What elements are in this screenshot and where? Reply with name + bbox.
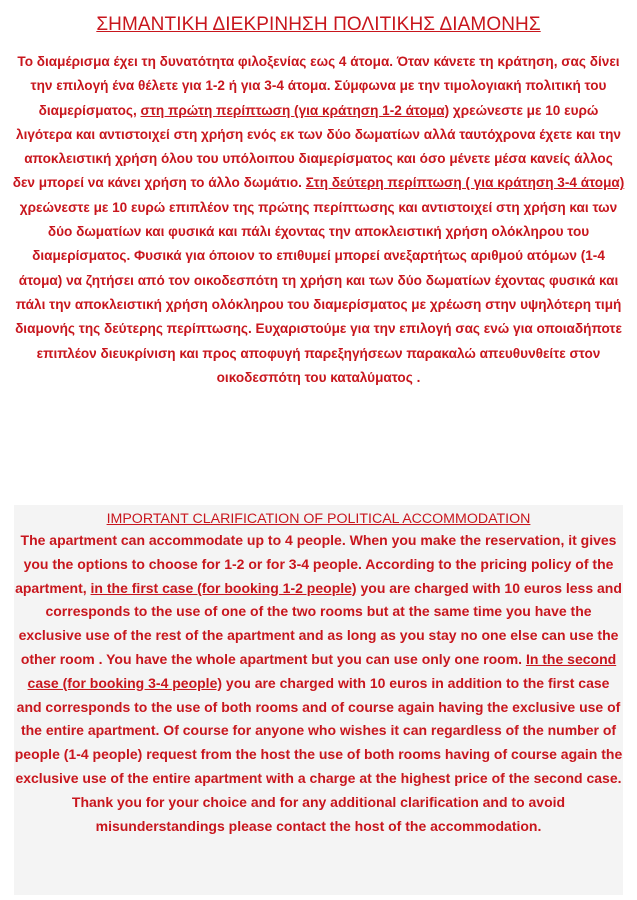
english-notice (14, 505, 623, 895)
english-title: IMPORTANT CLARIFICATION OF POLITICAL ACCOMMODATION (106, 511, 531, 527)
greek-body-part-1: Το διαμέρισμα έχει τη δυνατότητα φιλοξενίας εως 4 άτομα. Όταν κάνετε τη κράτηση, σας δίνει την επιλογή ένα θέλετε για 1-2 ή για 3-4 άτομα. Σύμφωνα με την τιμολογιακή πολιτική του διαμερίσματος, (17, 54, 620, 118)
english-body (14, 529, 623, 838)
greek-body-part-2: χρεώνεστε με 10 ευρώ λιγότερα και αντιστοιχεί στη χρήση ενός εκ των δύο δωματίων αλλά ταυτόχρονα έχετε και την αποκλειστική χρήση όλου του υπόλοιπου διαμερίσματος και όσο μένετε μέσα κανείς άλλος δεν μπορεί να κάνει χρήση το άλλο δωμάτιο. (12, 102, 621, 191)
english-first-case: in the first case (for booking 1-2 people) (90, 579, 357, 596)
greek-notice (12, 14, 625, 390)
english-body-part-2: you are charged with 10 euros less and corresponds to the use of one of the two rooms but at the same time you have the exclusive use of the rest of the apartment and as long as you stay no one else can use the other room . You have the whole apartment but you can use only one room. (18, 579, 622, 667)
greek-first-case: στη πρώτη περίπτωση (για κράτηση 1-2 άτομα) (140, 102, 450, 118)
english-second-case: In the second case (for booking 3-4 people) (27, 650, 617, 691)
greek-body-part-3: χρεώνεστε με 10 ευρώ επιπλέον της πρώτης περίπτωσης και αντιστοιχεί στη χρήση και των δύο δωματίων και φυσικά και πάλι έχοντας την αποκλειστική χρήση ολόκληρου του διαμερίσματος. Φυσικά για όποιον το επιθυμεί μπορεί ανεξαρτήτως αριθμού ατόμων (1-4 άτομα) να ζητήσει από τον οικοδεσπότη τη χρήση και των δύο δωματίων έχοντας φυσικά και πάλι την αποκλειστική χρήση ολόκληρου του διαμερίσματος με χρέωση στην υψηλότερη τιμή διαμονής της δεύτερης περίπτωσης. Ευχαριστούμε για την επιλογή σας ενώ για οποιαδήποτε επιπλέον διευκρίνιση και προς αποφυγή παρεξηγήσεων παρακαλώ απευθυνθείτε στον οικοδεσπότη του καταλύματος . (15, 199, 622, 385)
greek-body (12, 50, 625, 390)
english-body-part-3: you are charged with 10 euros in addition to the first case and corresponds to the use of both rooms and of course again having the exclusive use of the entire apartment. Of course for anyone who wishes it can regardless of the number of people (1-4 people) request from the host the use of both rooms having of course again the exclusive use of the entire apartment with a charge at the highest price of the second case. Thank you for your choice and for any additional clarification and to avoid misunderstandings please contact the host of the accommodation. (14, 674, 623, 834)
greek-title: ΣΗΜΑΝΤΙΚΗ ΔΙΕΚΡΙΝΗΣΗ ΠΟΛΙΤΙΚΗΣ ΔΙΑΜΟΝΗΣ (96, 14, 541, 35)
english-body-part-1: The apartment can accommodate up to 4 people. When you make the reservation, it gives you the options to choose for 1-2 or for 3-4 people. According to the pricing policy of the apartment, (15, 532, 617, 596)
greek-second-case: Στη δεύτερη περίπτωση ( για κράτηση 3-4 άτομα) (305, 175, 625, 191)
